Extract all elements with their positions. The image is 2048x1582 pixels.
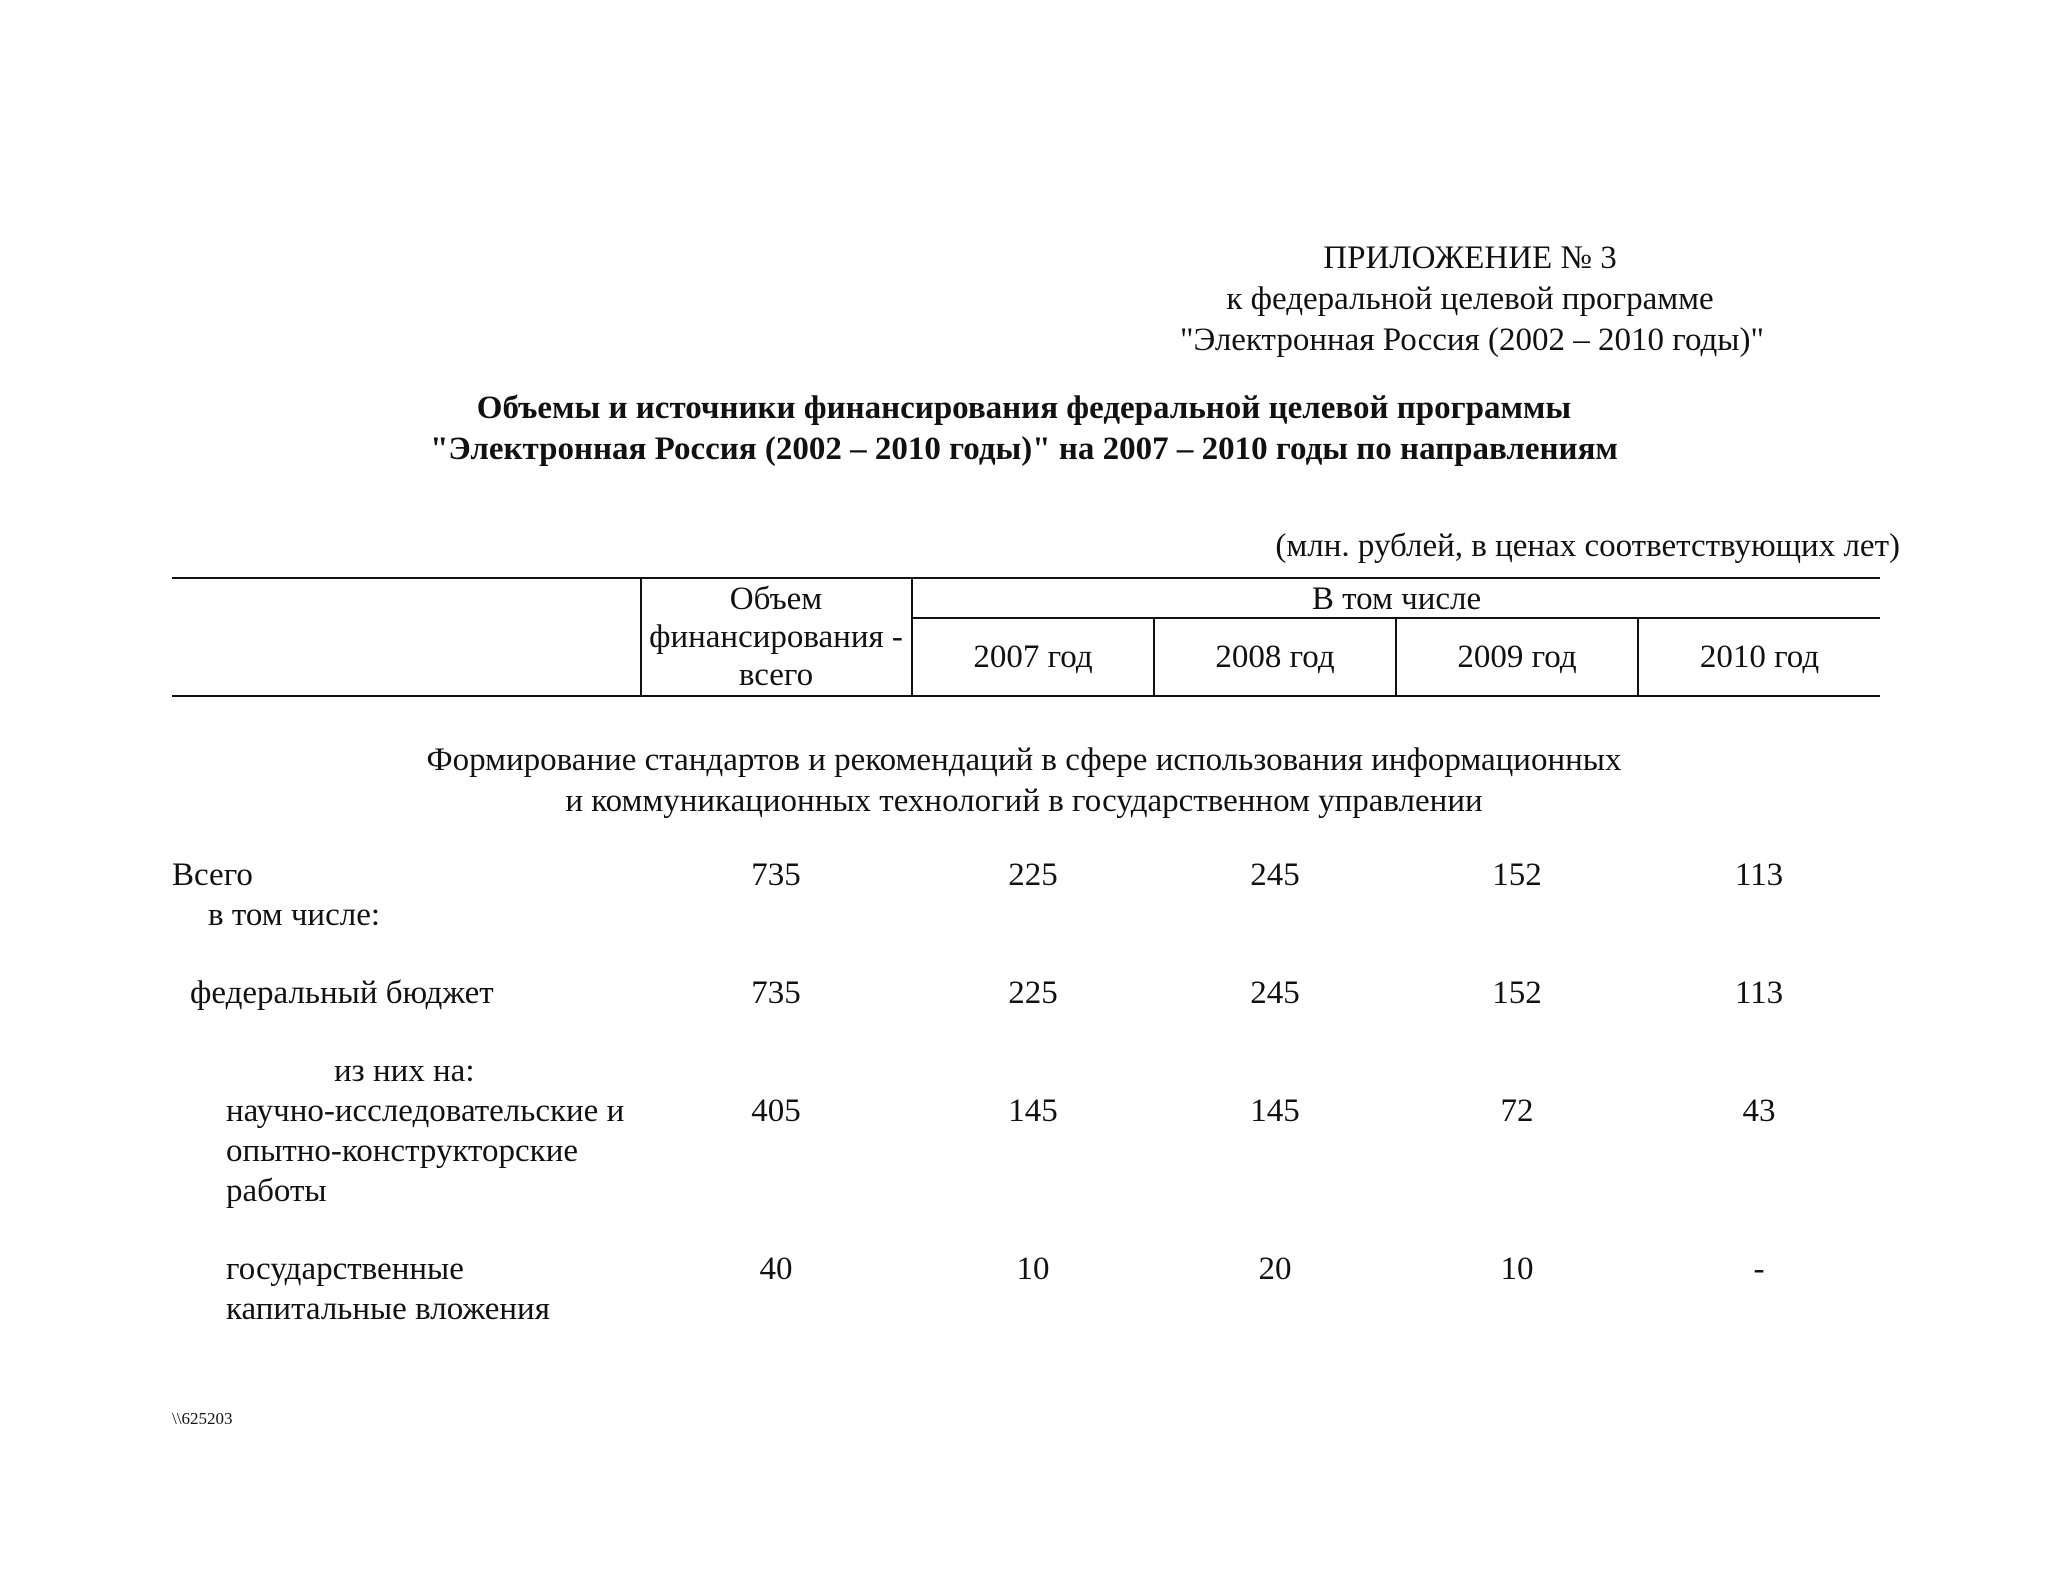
value-rnd-all: 405 [751, 1093, 801, 1129]
row-label-total: Всего [172, 857, 253, 893]
table-header-bottom-rule [172, 695, 1880, 697]
appendix-program-ref: к федеральной целевой программе [1226, 281, 1714, 317]
header-year-2009: 2009 год [1457, 639, 1577, 675]
header-year-2008: 2008 год [1215, 639, 1335, 675]
section-heading-line-1: Формирование стандартов и рекомендаций в сфере использования информационных [426, 742, 1622, 778]
value-total-all: 735 [751, 857, 801, 893]
value-federal-2010: 113 [1734, 975, 1784, 1011]
header-total-funding-line-1: Объем [729, 581, 823, 617]
value-federal-2009: 152 [1492, 975, 1542, 1011]
appendix-reference [1180, 238, 1764, 361]
value-rnd-2008: 145 [1250, 1093, 1300, 1129]
header-including-group: В том числе [1311, 581, 1482, 617]
document-title-line-2: "Электронная Россия (2002 – 2010 годы)" на 2007 – 2010 годы по направлениям [430, 431, 1618, 467]
value-federal-all: 735 [751, 975, 801, 1011]
header-year-2010: 2010 год [1699, 639, 1820, 675]
table-header-top-rule [172, 577, 1880, 579]
row-label-capital-line-2: капитальные вложения [226, 1291, 550, 1327]
value-total-2010: 113 [1734, 857, 1784, 893]
section-heading-line-2: и коммуникационных технологий в государственном управлении [565, 783, 1483, 819]
document-title [0, 388, 2048, 470]
value-total-2009: 152 [1492, 857, 1542, 893]
header-total-funding-line-3: всего [738, 657, 814, 693]
row-label-rnd-line-3: работы [226, 1173, 327, 1209]
header-total-funding-line-2: финансирования - [649, 619, 903, 655]
row-label-federal-budget: федеральный бюджет [190, 975, 494, 1011]
row-label-rnd-line-1: научно-исследовательские и [226, 1093, 625, 1129]
section-heading [0, 740, 2048, 822]
value-rnd-2010: 43 [1742, 1093, 1776, 1129]
row-label-of-which: из них на: [334, 1053, 475, 1089]
value-federal-2007: 225 [1008, 975, 1058, 1011]
document-title-line-1: Объемы и источники финансирования федеральной целевой программы [476, 390, 1572, 426]
row-label-capital-line-1: государственные [226, 1251, 464, 1287]
value-capital-2009: 10 [1500, 1251, 1534, 1287]
row-label-rnd-line-2: опытно-конструкторские [226, 1133, 579, 1169]
appendix-program-name: "Электронная Россия (2002 – 2010 годы)" [1180, 322, 1764, 358]
value-total-2007: 225 [1008, 857, 1058, 893]
value-rnd-2009: 72 [1500, 1093, 1534, 1129]
header-year-2007: 2007 год [973, 639, 1093, 675]
appendix-number: ПРИЛОЖЕНИЕ № 3 [1323, 240, 1617, 276]
value-capital-2008: 20 [1258, 1251, 1292, 1287]
value-total-2008: 245 [1250, 857, 1300, 893]
header-total-funding [641, 580, 911, 694]
document-code: \\625203 [172, 1409, 233, 1428]
value-capital-2007: 10 [1016, 1251, 1050, 1287]
row-label-including: в том числе: [208, 897, 381, 933]
value-rnd-2007: 145 [1008, 1093, 1058, 1129]
value-capital-all: 40 [759, 1251, 793, 1287]
units-note: (млн. рублей, в ценах соответствующих лет) [1275, 528, 1900, 564]
value-federal-2008: 245 [1250, 975, 1300, 1011]
value-capital-2010: - [1753, 1251, 1765, 1287]
